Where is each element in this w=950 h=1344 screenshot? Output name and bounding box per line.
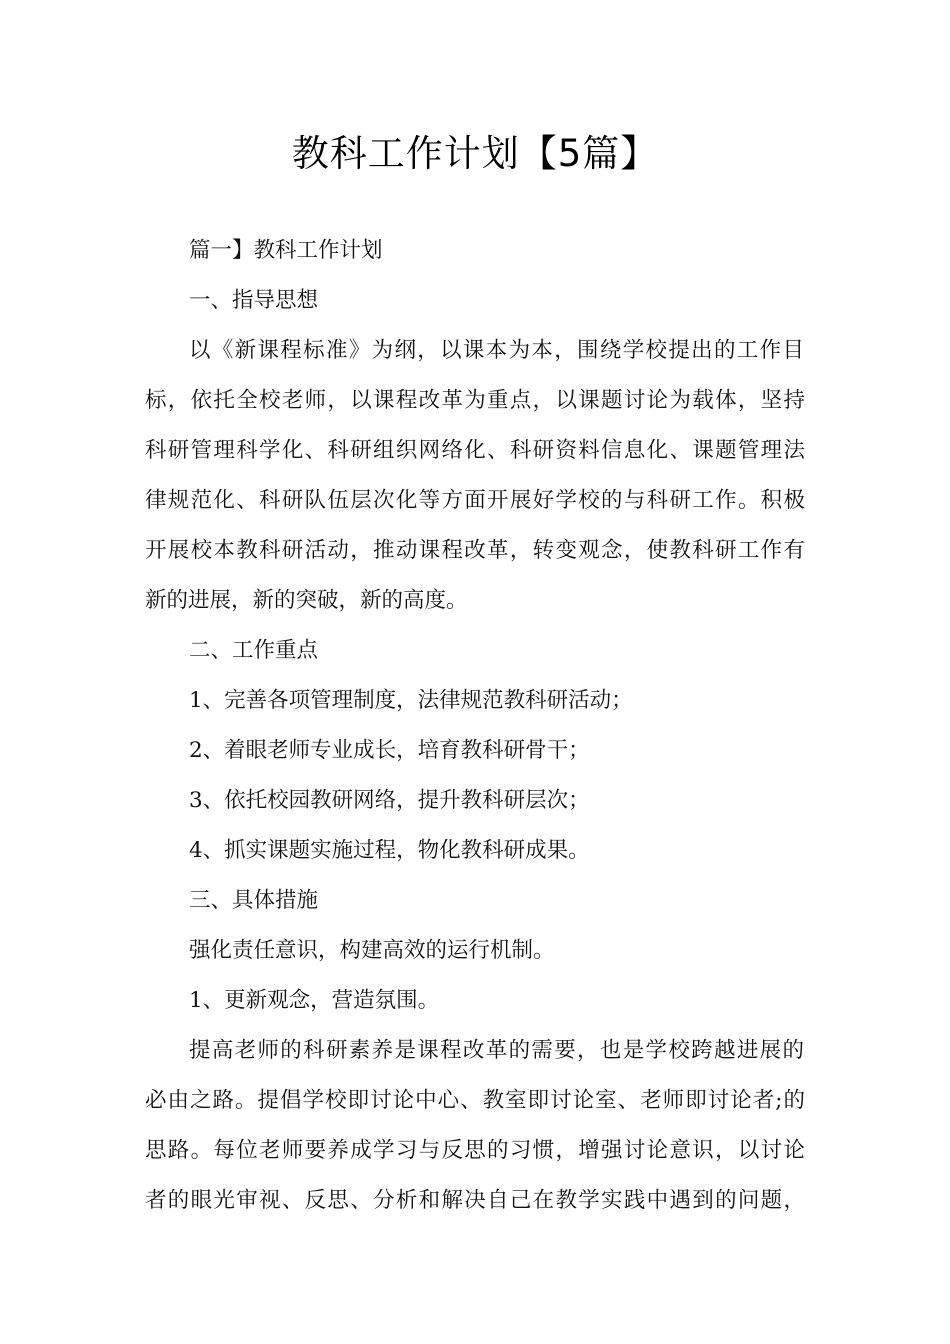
list-item: 4、抓实课题实施过程，物化教科研成果。 [189,838,590,863]
subsection-heading: 二、工作重点 [189,638,319,663]
paragraph-line: 强化责任意识，构建高效的运行机制。 [189,938,555,963]
paragraph-line: 新的进展，新的突破，新的高度。 [145,588,468,613]
list-item: 1、更新观念，营造氛围。 [189,988,440,1013]
list-item: 1、完善各项管理制度，法律规范教科研活动； [189,688,633,713]
paragraph-line: 提高老师的科研素养是课程改革的需要，也是学校跨越进展的 [189,1038,804,1063]
paragraph-line: 开展校本教科研活动，推动课程改革，转变观念，使教科研工作有 [145,538,805,563]
paragraph-line: 科研管理科学化、科研组织网络化、科研资料信息化、课题管理法 [145,438,805,463]
subsection-heading: 三、具体措施 [189,888,319,913]
paragraph-line: 必由之路。提倡学校即讨论中心、教室即讨论室、老师即讨论者;的 [145,1088,805,1113]
list-item: 3、依托校园教研网络，提升教科研层次； [189,788,590,813]
subsection-heading: 一、指导思想 [189,288,319,313]
section-heading: 篇一】教科工作计划 [189,238,383,263]
paragraph-line: 标，依托全校老师，以课程改革为重点，以课题讨论为载体，坚持 [145,388,805,413]
document-title: 教科工作计划【5篇】 [291,132,659,175]
paragraph-line: 以《新课程标准》为纲，以课本为本，围绕学校提出的工作目 [189,338,804,363]
paragraph-line: 者的眼光审视、反思、分析和解决自己在教学实践中遇到的问题， [145,1188,805,1213]
paragraph-line: 思路。每位老师要养成学习与反思的习惯，增强讨论意识，以讨论 [145,1138,805,1163]
list-item: 2、着眼老师专业成长，培育教科研骨干； [189,738,590,763]
paragraph-line: 律规范化、科研队伍层次化等方面开展好学校的与科研工作。积极 [145,488,805,513]
